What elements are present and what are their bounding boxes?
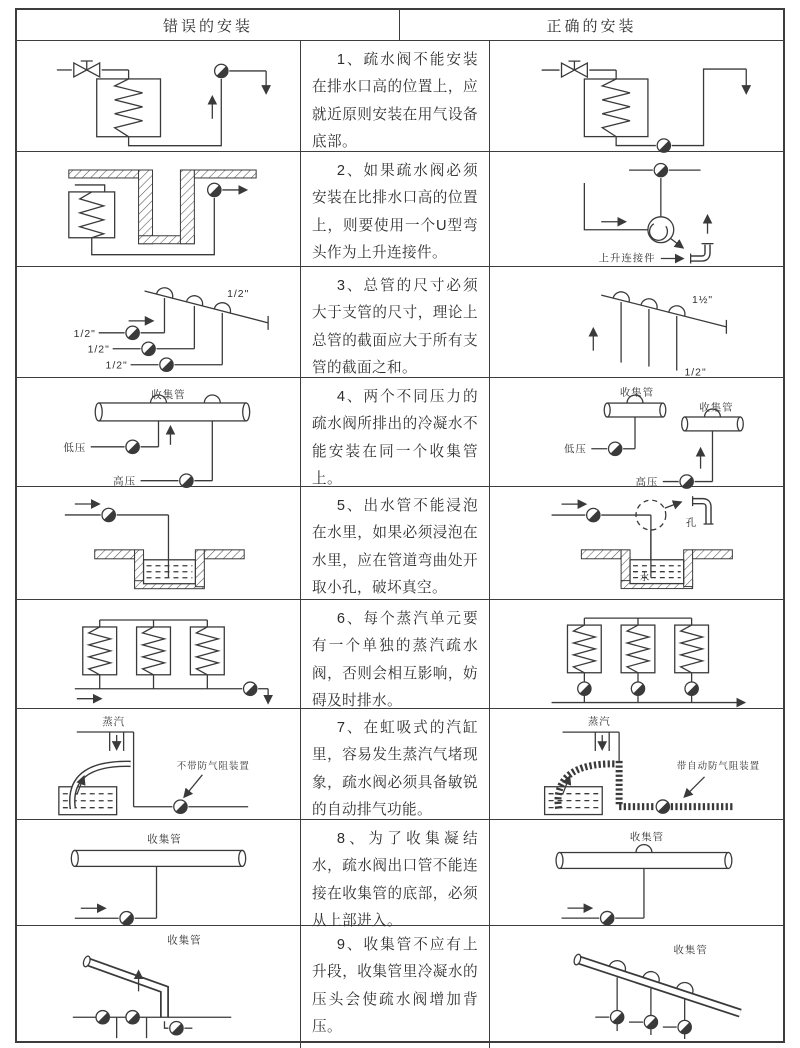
installation-guide-table [15, 8, 785, 1043]
row2-wrong-diagram-cell [17, 152, 301, 274]
guide-row-1 [17, 40, 783, 151]
row6-description-cell [301, 600, 490, 722]
branch-size-label: 1/2" [87, 344, 110, 356]
hole-label: 孔 [685, 517, 698, 529]
row4-description-cell [301, 378, 490, 500]
row8-description-cell [301, 820, 490, 942]
instruction-text-6: 6、每个蒸汽单元要有一个单独的蒸汽疏水阀，否则会相互影响，妨碍及时排水。 [312, 611, 478, 710]
row1-correct-diagram-cell [490, 41, 783, 163]
row5-wrong-diagram-cell [17, 487, 301, 609]
header-correct-installation: 正确的安装 [546, 17, 637, 35]
collector-pipe-label: 收集管 [673, 945, 708, 957]
diagram-trap-above-outlet-wrong [17, 41, 300, 163]
row9-wrong-diagram-cell [17, 926, 301, 1048]
row5-correct-diagram-cell [490, 487, 783, 609]
diagram-group-trapping-wrong [17, 600, 300, 722]
collector-pipe-label: 收集管 [699, 403, 734, 415]
row9-description-cell [301, 926, 490, 1048]
instruction-text-5: 5、出水管不能浸泡在水里，如果必须浸泡在水里，应在管道弯曲处开取小孔，破坏真空。 [312, 498, 478, 597]
high-pressure-label: 高压 [635, 477, 659, 489]
diagram-rising-collector-wrong [17, 926, 300, 1048]
guide-row-4 [17, 377, 783, 489]
diagram-vacuum-breaker-hole-correct [490, 487, 783, 609]
instruction-text-3: 3、总管的尺寸必须大于支管的尺寸，理论上总管的截面应大于所有支管的截面之和。 [312, 278, 478, 377]
without-airlock-label: 不带防气阻装置 [176, 760, 250, 772]
guide-row-3 [17, 266, 783, 377]
row6-wrong-diagram-cell [17, 600, 301, 722]
collector-pipe-label: 收集管 [629, 832, 665, 844]
diagram-submerged-outlet-wrong [17, 487, 300, 609]
guide-row-7 [17, 708, 783, 819]
diagram-top-entry-correct [490, 820, 783, 942]
collector-pipe-label: 收集管 [151, 389, 186, 401]
row4-correct-diagram-cell [490, 378, 783, 500]
guide-row-5 [17, 486, 783, 599]
water-label: 水 [639, 571, 651, 583]
steam-label: 蒸汽 [102, 717, 126, 729]
diagram-sloped-collector-correct [490, 926, 783, 1048]
row3-wrong-diagram-cell [17, 267, 301, 389]
branch-size-label: 1/2" [105, 360, 128, 372]
row9-correct-diagram-cell [490, 926, 783, 1048]
guide-row-9 [17, 925, 783, 1041]
diagram-shared-collector-wrong [17, 378, 300, 500]
header-size-label: 1½" [691, 295, 714, 307]
diagram-larger-header-correct [490, 267, 783, 389]
diagram-pit-crossing-wrong [17, 152, 300, 274]
instruction-text-7: 7、在虹吸式的汽缸里，容易发生蒸汽气堵现象，疏水阀必须具备敏锐的自动排气功能。 [312, 720, 478, 819]
row2-correct-diagram-cell [490, 152, 783, 274]
diagram-same-size-header-wrong [17, 267, 300, 389]
diagram-separate-collectors-correct [490, 378, 783, 500]
guide-row-8 [17, 819, 783, 930]
branch-size-label: 1/2" [684, 367, 707, 379]
table-header [17, 10, 783, 40]
row5-description-cell [301, 487, 490, 609]
pipe-size-label: 1/2" [227, 288, 250, 300]
collector-pipe-label: 收集管 [167, 935, 202, 947]
guide-row-2 [17, 151, 783, 266]
branch-size-label: 1/2" [73, 328, 96, 340]
with-airlock-label: 带自动防气阻装置 [676, 759, 761, 771]
instruction-text-1: 1、疏水阀不能安装在排水口高的位置上，应就近原则安装在用气设备底部。 [312, 52, 478, 151]
row2-description-cell [301, 152, 490, 274]
diagram-u-bend-riser-correct [490, 152, 783, 274]
row3-correct-diagram-cell [490, 267, 783, 389]
diagram-bottom-entry-wrong [17, 820, 300, 942]
row8-wrong-diagram-cell [17, 820, 301, 942]
diagram-siphon-no-airvent-wrong [17, 709, 300, 831]
collector-pipe-label: 收集管 [147, 834, 182, 846]
row7-wrong-diagram-cell [17, 709, 301, 831]
row3-description-cell [301, 267, 490, 389]
row6-correct-diagram-cell [490, 600, 783, 722]
low-pressure-label: 低压 [63, 442, 87, 454]
instruction-text-4: 4、两个不同压力的疏水阀所排出的冷凝水不能安装在同一个收集管上。 [312, 389, 478, 488]
instruction-text-2: 2、如果疏水阀必须安装在比排水口高的位置上，则要使用一个U型弯头作为上升连接件。 [312, 163, 478, 262]
diagram-siphon-with-airvent-correct [490, 709, 783, 831]
low-pressure-label: 低压 [564, 444, 587, 456]
row1-wrong-diagram-cell [17, 41, 301, 163]
diagram-trap-at-bottom-correct [490, 41, 783, 163]
instruction-text-9: 9、收集管不应有上升段，收集管里冷凝水的压头会使疏水阀增加背压。 [312, 937, 478, 1036]
row7-description-cell [301, 709, 490, 831]
row7-correct-diagram-cell [490, 709, 783, 831]
row8-correct-diagram-cell [490, 820, 783, 942]
row1-description-cell [301, 41, 490, 163]
header-wrong-installation: 错误的安装 [17, 10, 400, 40]
riser-connector-label: 上升连接件 [598, 253, 656, 265]
guide-row-6 [17, 599, 783, 708]
high-pressure-label: 高压 [113, 476, 137, 488]
instruction-text-8: 8、为了收集凝结水，疏水阀出口管不能连接在收集管的底部，必须从上部进入。 [312, 831, 478, 930]
steam-label: 蒸汽 [587, 717, 611, 729]
diagram-individual-traps-correct [490, 600, 783, 722]
collector-pipe-label: 收集管 [619, 388, 655, 400]
row4-wrong-diagram-cell [17, 378, 301, 500]
